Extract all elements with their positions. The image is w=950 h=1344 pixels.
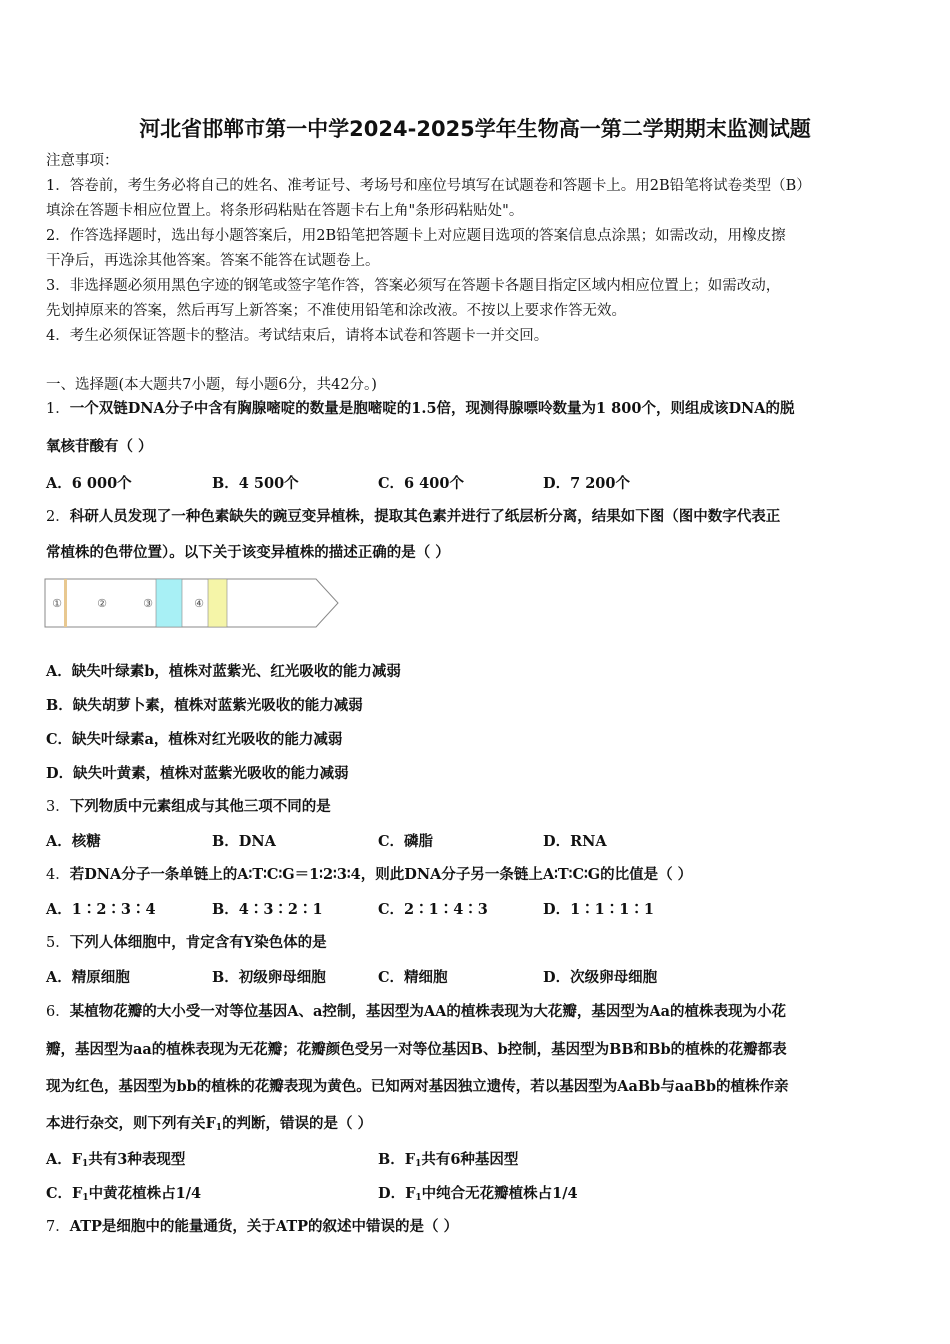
question-text: ATP是细胞中的能量通货，关于ATP的叙述中错误的是（ ） [69, 1218, 459, 1235]
question-text: 若DNA分子一条单链上的A∶T∶C∶G＝1∶2∶3∶4，则此DNA分子另一条链上A∶T∶C∶G的比值是（ ） [69, 866, 693, 883]
page-title: 河北省邯郸市第一中学2024-2025学年生物高一第二学期期末监测试题 [139, 117, 811, 141]
subscript: 1 [215, 1123, 223, 1133]
question-1 [46, 398, 908, 420]
question-6-line2: 瓣，基因型为aa的植株表现为无花瓣；花瓣颜色受另一对等位基因B、b控制，基因型为BB和Bb的植株的花瓣都表 [46, 1041, 787, 1058]
option-d[interactable]: D．次级卵母细胞 [543, 969, 658, 986]
option-c[interactable]: C．磷脂 [378, 833, 434, 850]
question-1-line2: 氧核苷酸有（ ） [46, 438, 153, 455]
question-text: 一个双链DNA分子中含有胸腺嘧啶的数量是胞嘧啶的1.5倍，现测得腺嘌呤数量为1 800个，则组成该DNA的脱 [69, 400, 795, 417]
question-text: 科研人员发现了一种色素缺失的豌豆变异植株，提取其色素并进行了纸层析分离，结果如下图（图中数字代表正 [69, 508, 781, 525]
question-6-line3: 现为红色，基因型为bb的植株的花瓣表现为黄色。已知两对基因独立遗传，若以基因型为AaBb与aaBb的植株作亲 [46, 1078, 789, 1095]
text-segment: 的判断，错误的是（ ） [222, 1115, 373, 1132]
band-cyan [156, 579, 182, 627]
option-text: 中黄花植株占1/4 [88, 1185, 202, 1202]
question-number: 6． [46, 1004, 70, 1020]
question-number: 7． [46, 1219, 70, 1235]
option-text: 中纯合无花瓣植株占1/4 [421, 1185, 578, 1202]
option-prefix: D．F [378, 1185, 416, 1202]
option-a[interactable]: A．6 000个 [46, 475, 132, 492]
question-text: 下列人体细胞中，肯定含有Y染色体的是 [69, 934, 327, 951]
question-6 [46, 1001, 908, 1023]
question-5 [46, 932, 908, 954]
option-a[interactable]: A．精原细胞 [46, 969, 130, 986]
option-c[interactable]: C．2∶1∶4∶3 [378, 901, 488, 918]
notice-line: 先划掉原来的答案，然后再写上新答案；不准使用铅笔和涂改液。不按以上要求作答无效。 [46, 303, 626, 319]
notice-line: 填涂在答题卡相应位置上。将条形码粘贴在答题卡右上角"条形码粘贴处"。 [46, 203, 524, 219]
notice-line: 3．非选择题必须用黑色字迹的钢笔或签字笔作答，答案必须写在答题卡各题目指定区域内相应位置上；如需改动， [46, 278, 781, 294]
notice-line: 1．答卷前，考生务必将自己的姓名、准考证号、考场号和座位号填写在试题卷和答题卡上。用2B铅笔将试卷类型（B） [46, 178, 811, 194]
subscript: 1 [415, 1159, 422, 1169]
option-a[interactable]: A．缺失叶绿素b，植株对蓝紫光、红光吸收的能力减弱 [46, 663, 401, 680]
option-d[interactable]: D．RNA [543, 833, 607, 850]
notice-heading: 注意事项： [46, 153, 119, 169]
section-heading: 一、选择题(本大题共7小题，每小题6分，共42分。) [46, 377, 377, 393]
band-yellow-green [208, 579, 227, 627]
text-segment: 本进行杂交，则下列有关F [46, 1115, 216, 1132]
option-c[interactable]: C．6 400个 [378, 475, 464, 492]
option-text: 共有3种表现型 [88, 1151, 186, 1168]
option-b[interactable]: B．4∶3∶2∶1 [212, 901, 323, 918]
option-b[interactable]: B．缺失胡萝卜素，植株对蓝紫光吸收的能力减弱 [46, 697, 363, 714]
band-label-3: ③ [143, 597, 153, 610]
option-a[interactable]: A．核糖 [46, 833, 101, 850]
option-text: 共有6种基因型 [421, 1151, 519, 1168]
paper-strip-outline [45, 579, 338, 627]
question-number: 2． [46, 509, 70, 525]
option-d[interactable] [378, 1182, 578, 1203]
option-b[interactable]: B．DNA [212, 833, 276, 850]
option-prefix: B．F [378, 1151, 416, 1168]
question-6-line4 [46, 1113, 908, 1139]
question-3 [46, 796, 908, 818]
question-number: 3． [46, 799, 70, 815]
option-a[interactable]: A．1∶2∶3∶4 [46, 901, 156, 918]
notice-line: 4．考生必须保证答题卡的整洁。考试结束后，请将本试卷和答题卡一并交回。 [46, 328, 549, 344]
option-d[interactable]: D．缺失叶黄素，植株对蓝紫光吸收的能力减弱 [46, 765, 349, 782]
option-b[interactable]: B．4 500个 [212, 475, 299, 492]
option-b[interactable]: B．初级卵母细胞 [212, 969, 326, 986]
option-b[interactable] [378, 1148, 518, 1169]
question-number: 1． [46, 401, 70, 417]
chromatography-strip [44, 576, 340, 630]
option-c[interactable] [46, 1182, 201, 1203]
option-prefix: A．F [46, 1151, 83, 1168]
option-c[interactable]: C．缺失叶绿素a，植株对红光吸收的能力减弱 [46, 731, 343, 748]
question-2-line2: 常植株的色带位置）。以下关于该变异植株的描述正确的是（ ） [46, 544, 450, 561]
question-text: 下列物质中元素组成与其他三项不同的是 [69, 798, 331, 815]
option-d[interactable]: D．7 200个 [543, 475, 630, 492]
band-origin [64, 579, 67, 627]
option-c[interactable]: C．精细胞 [378, 969, 448, 986]
subscript: 1 [415, 1193, 422, 1203]
band-label-2: ② [97, 597, 107, 610]
band-label-4: ④ [194, 597, 204, 610]
subscript: 1 [82, 1193, 89, 1203]
option-a[interactable] [46, 1148, 185, 1169]
band-label-1: ① [52, 597, 62, 610]
option-d[interactable]: D．1∶1∶1∶1 [543, 901, 654, 918]
question-number: 5． [46, 935, 70, 951]
notice-line: 干净后，再选涂其他答案。答案不能答在试题卷上。 [46, 253, 380, 269]
question-7 [46, 1216, 908, 1238]
question-2 [46, 506, 908, 528]
option-prefix: C．F [46, 1185, 83, 1202]
subscript: 1 [82, 1159, 89, 1169]
question-text: 某植物花瓣的大小受一对等位基因A、a控制，基因型为AA的植株表现为大花瓣，基因型为Aa的植株表现为小花 [69, 1003, 787, 1020]
question-number: 4． [46, 867, 70, 883]
question-4 [46, 864, 908, 886]
notice-line: 2．作答选择题时，选出每小题答案后，用2B铅笔把答题卡上对应题目选项的答案信息点涂黑；如需改动，用橡皮擦 [46, 228, 786, 244]
